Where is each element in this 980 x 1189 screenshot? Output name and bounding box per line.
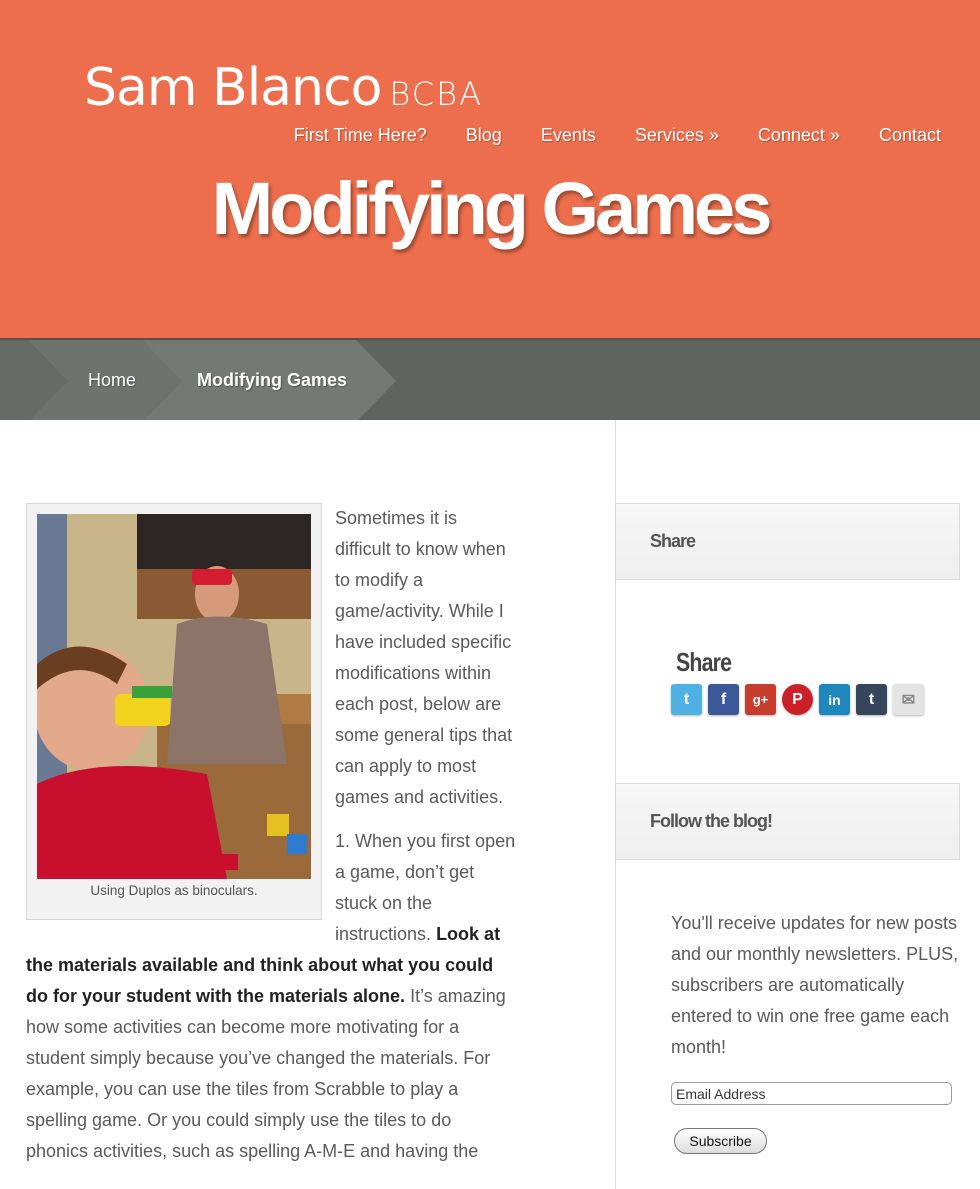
image-caption: Using Duplos as binoculars. — [90, 883, 258, 898]
follow-description: You'll receive updates for new posts and our monthly newsletters. PLUS, subscribers are automatically entered to win one free game each month! — [671, 913, 959, 1057]
site-header — [0, 0, 980, 338]
logo-credential: BCBA — [389, 75, 483, 113]
tip-1-start: 1. When you first open a game, don’t get stuck on the instructions. — [335, 831, 516, 944]
post-photo — [37, 514, 311, 879]
nav-connect[interactable]: Connect » — [757, 125, 840, 145]
email-icon[interactable]: ✉ — [893, 684, 924, 715]
nav-events[interactable]: Events — [540, 125, 596, 145]
facebook-icon[interactable]: f — [708, 684, 739, 715]
breadcrumb-current: Modifying Games — [197, 370, 348, 390]
post-content — [26, 503, 516, 1180]
breadcrumb — [0, 338, 980, 420]
share-widget-title: Share — [650, 531, 696, 551]
tip-1-bold: Look at the materials available and think about what you could do for your student with the materials alone. — [26, 924, 501, 1006]
subscribe-button[interactable]: Subscribe — [674, 1128, 767, 1154]
linkedin-icon[interactable]: in — [819, 684, 850, 715]
share-label: Share — [676, 647, 732, 677]
main-nav — [294, 125, 941, 146]
google-plus-icon[interactable]: g+ — [745, 684, 776, 715]
email-field[interactable] — [671, 1082, 952, 1105]
logo-name: Sam Blanco — [84, 58, 382, 118]
share-icons — [671, 684, 924, 715]
site-logo[interactable] — [84, 58, 483, 118]
post-image-figure — [26, 503, 322, 920]
follow-widget-header — [615, 783, 960, 860]
twitter-icon[interactable]: t — [671, 684, 702, 715]
nav-blog[interactable]: Blog — [465, 125, 502, 145]
pinterest-icon[interactable]: P — [782, 684, 813, 715]
nav-first-time-here[interactable]: First Time Here? — [293, 125, 427, 145]
page-title: Modifying Games — [211, 167, 769, 250]
post-intro-paragraph: Sometimes it is difficult to know when to modify a game/activity. While I have included specific modifications within each post, below are some general tips that can apply to most games and activities. — [335, 508, 513, 807]
tumblr-icon[interactable]: t — [856, 684, 887, 715]
breadcrumb-home-link[interactable]: Home — [88, 370, 137, 390]
nav-contact[interactable]: Contact — [878, 125, 941, 145]
share-widget-header — [615, 503, 960, 580]
nav-services[interactable]: Services » — [634, 125, 719, 145]
follow-widget-title: Follow the blog! — [650, 811, 772, 831]
tip-1-end: It’s amazing how some activities can become more motivating for a student simply because you’ve changed the materials. For example, you can use the tiles from Scrabble to play a spelling game. Or you could simply use the tiles to do phonics activities, such as spelling A-M-E and having the — [26, 986, 506, 1161]
